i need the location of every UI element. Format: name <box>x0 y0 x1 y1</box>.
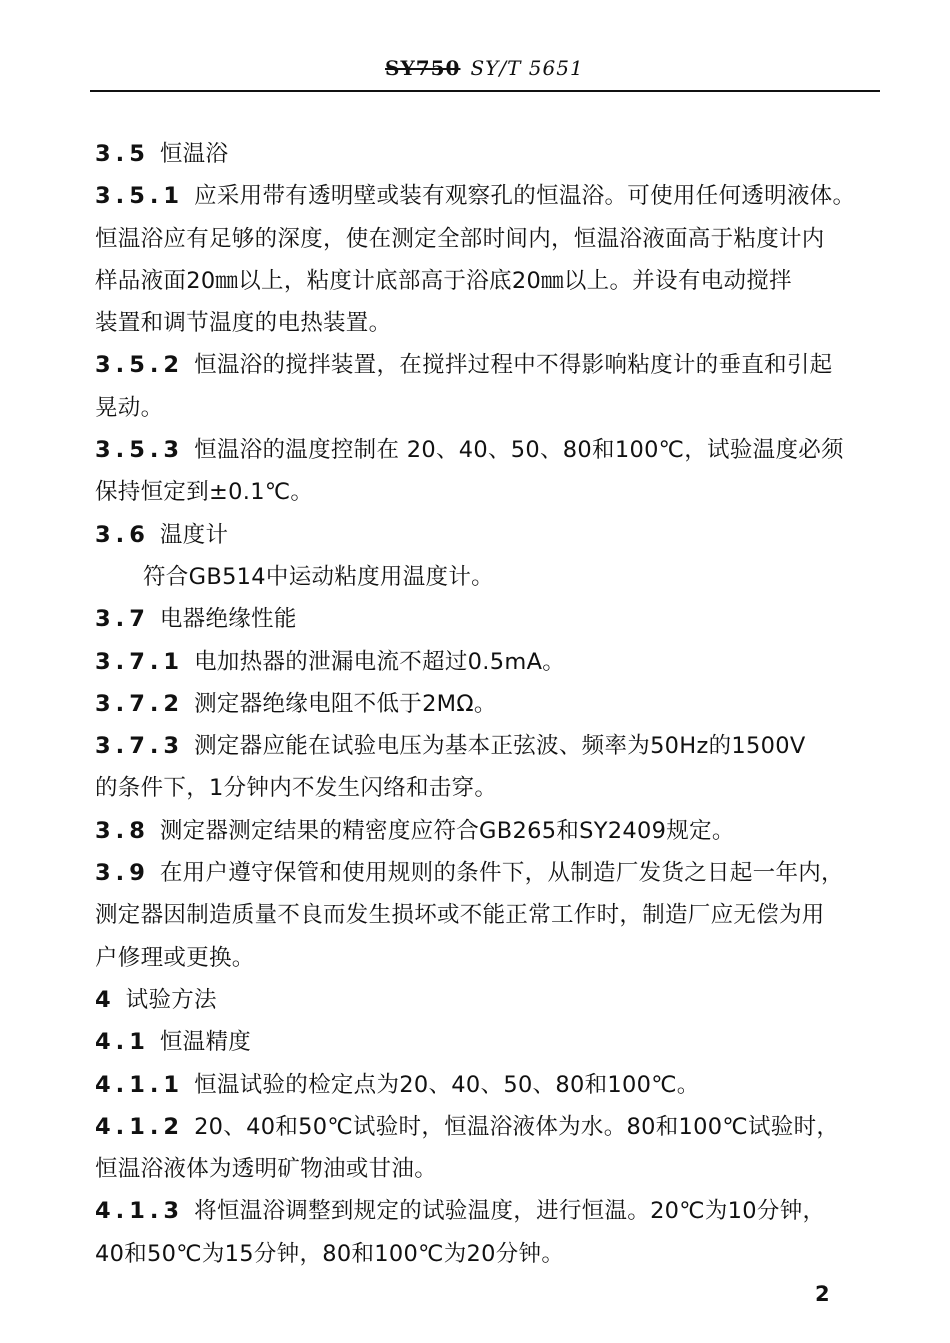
clause-text: 将恒温浴调整到规定的试验温度，进行恒温。20℃为10分钟， <box>194 1198 826 1225</box>
clause-text: 户修理或更换。 <box>95 944 255 971</box>
header-rule <box>90 90 880 92</box>
clause-line <box>95 1190 885 1232</box>
clause-text: 样品液面20㎜以上，粘度计底部高于浴底20㎜以上。并设有电动搅拌 <box>95 267 792 294</box>
clause-number: 4.1 <box>95 1029 150 1056</box>
clause-text: 恒温浴 <box>159 141 229 167</box>
clause-text: 装置和调节温度的电热装置。 <box>95 310 392 337</box>
clause-text: 电加热器的泄漏电流不超过0.5mA。 <box>194 648 566 675</box>
clause-line <box>95 1064 885 1106</box>
clause-number: 3.8 <box>95 817 150 844</box>
clause-number: 3.6 <box>95 521 150 548</box>
clause-line <box>95 979 885 1021</box>
clause-text: 恒温浴液体为透明矿物油或甘油。 <box>95 1156 438 1183</box>
clause-line <box>95 175 885 217</box>
text-line <box>95 1233 885 1275</box>
clause-text: 的条件下，1分钟内不发生闪络和击穿。 <box>95 775 498 802</box>
clause-text: 恒温试验的检定点为20、40、50、80和100℃。 <box>194 1071 700 1098</box>
clause-text: 20、40和50℃试验时，恒温浴液体为水。80和100℃试验时， <box>194 1113 840 1140</box>
clause-line <box>95 598 885 640</box>
clause-number: 3.7 <box>95 606 150 633</box>
clause-text: 恒温浴的温度控制在 20、40、50、80和100℃，试验温度必须 <box>194 437 844 464</box>
standard-code <box>385 56 584 80</box>
clause-number: 3.7.1 <box>95 648 185 675</box>
clause-text: 测定器绝缘电阻不低于2MΩ。 <box>194 690 497 717</box>
clause-number: 3.5.1 <box>95 183 185 210</box>
clause-number: 4.1.1 <box>95 1071 185 1098</box>
clause-text: 测定器因制造质量不良而发生损坏或不能正常工作时，制造厂应无偿为用 <box>95 902 825 929</box>
clause-text: 40和50℃为15分钟，80和100℃为20分钟。 <box>95 1240 565 1267</box>
clause-text: 温度计 <box>159 521 229 548</box>
clause-line <box>95 641 885 683</box>
clause-number: 4 <box>95 986 116 1013</box>
clause-number: 3.7.3 <box>95 733 185 760</box>
clause-text: 电器绝缘性能 <box>159 606 297 633</box>
clause-line <box>95 725 885 767</box>
text-line <box>95 471 885 513</box>
clause-text: 测定器测定结果的精密度应符合GB265和SY2409规定。 <box>159 817 735 844</box>
clause-text: 恒温精度 <box>159 1029 252 1056</box>
text-line <box>95 387 885 429</box>
clause-number: 3.5.2 <box>95 352 185 379</box>
text-line <box>95 218 885 260</box>
clause-line <box>95 514 885 556</box>
clause-line <box>95 429 885 471</box>
clause-number: 3.7.2 <box>95 690 185 717</box>
clause-line <box>95 344 885 386</box>
text-line <box>95 894 885 936</box>
clause-number: 4.1.3 <box>95 1198 185 1225</box>
clause-text: 应采用带有透明壁或装有观察孔的恒温浴。可使用任何透明液体。 <box>194 183 856 210</box>
text-line <box>95 1148 885 1190</box>
page-header <box>90 52 880 102</box>
clause-text: 符合GB514中运动粘度用温度计。 <box>143 563 494 590</box>
clause-line <box>95 852 885 894</box>
clause-line <box>95 1106 885 1148</box>
clause-text: 恒温浴的搅拌装置，在搅拌过程中不得影响粘度计的垂直和引起 <box>194 352 833 379</box>
text-line <box>95 767 885 809</box>
clause-number: 3.9 <box>95 860 150 887</box>
clause-line <box>95 133 885 175</box>
clause-text: 试验方法 <box>125 986 217 1013</box>
clause-number: 4.1.2 <box>95 1113 185 1140</box>
clause-text: 测定器应能在试验电压为基本正弦波、频率为50Hz的1500V <box>194 733 806 760</box>
clause-line <box>95 810 885 852</box>
clause-number: 3.5 <box>95 141 150 167</box>
clause-number: 3.5.3 <box>95 437 185 464</box>
clause-text: 在用户遵守保管和使用规则的条件下，从制造厂发货之日起一年内， <box>159 860 844 887</box>
page-number: 2 <box>815 1282 830 1306</box>
text-line <box>95 302 885 344</box>
struck-standard-code: SY750 <box>385 56 461 80</box>
clause-text: 恒温浴应有足够的深度，使在测定全部时间内，恒温浴液面高于粘度计内 <box>95 225 825 252</box>
text-line <box>95 937 885 979</box>
clause-line <box>95 683 885 725</box>
clause-text: 晃动。 <box>95 394 164 421</box>
handwritten-standard-code: SY/T 5651 <box>470 56 584 80</box>
text-line <box>95 556 885 598</box>
text-line <box>95 260 885 302</box>
document-body <box>95 133 885 1275</box>
clause-text: 保持恒定到±0.1℃。 <box>95 479 314 506</box>
clause-line <box>95 1021 885 1063</box>
